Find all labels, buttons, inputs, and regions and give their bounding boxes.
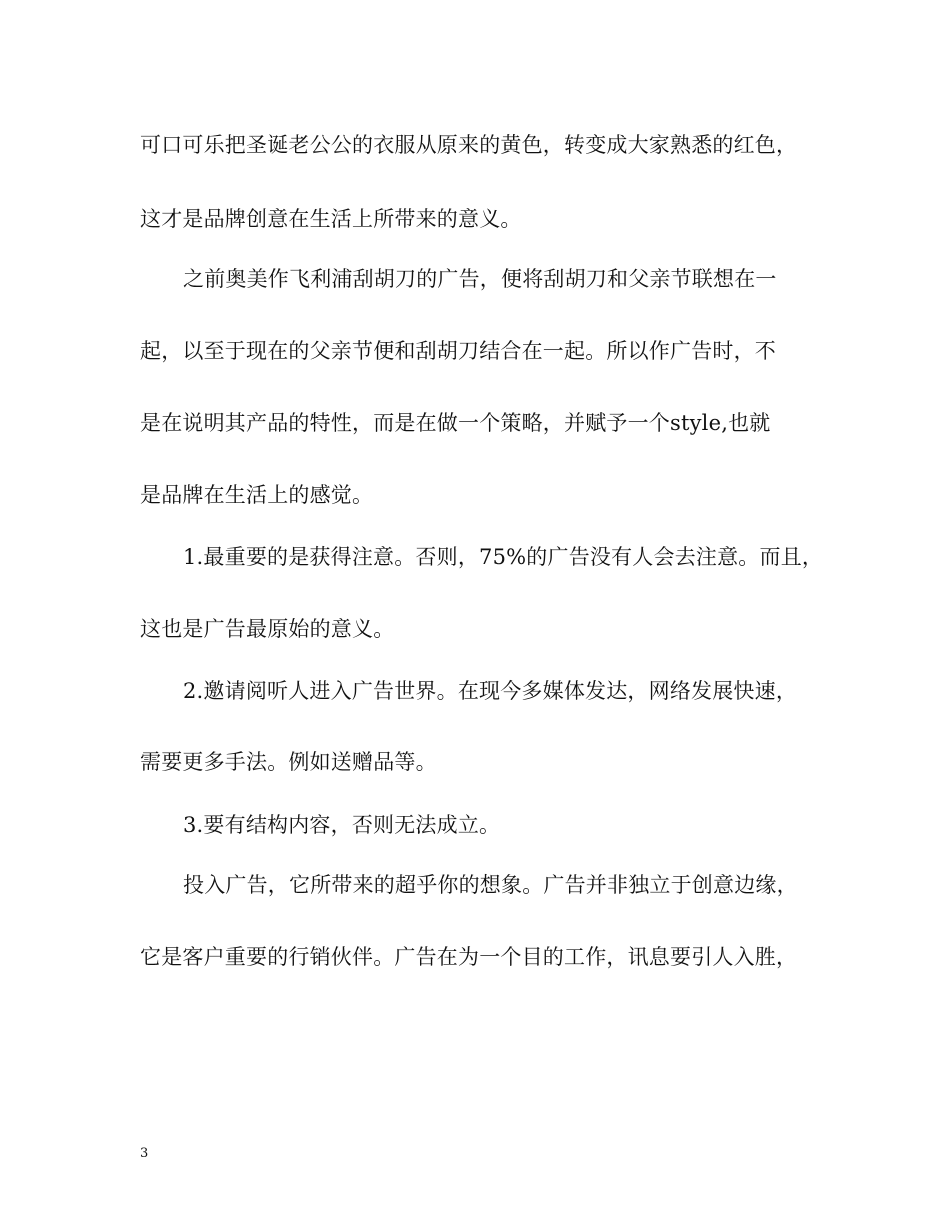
text-line-11: 3.要有结构内容，否则无法成立。: [183, 813, 501, 837]
text-line-9: 2.邀请阅听人进入广告世界。在现今多媒体发达，网络发展快速，: [183, 679, 798, 703]
text-line-2: 这才是品牌创意在生活上所带来的意义。: [140, 207, 522, 231]
text-line-7: 1.最重要的是获得注意。否则，75%的广告没有人会去注意。而且，: [183, 545, 824, 569]
text-line-8: 这也是广告最原始的意义。: [140, 617, 395, 641]
text-line-6: 是品牌在生活上的感觉。: [140, 483, 374, 507]
text-line-12: 投入广告，它所带来的超乎你的想象。广告并非独立于创意边缘，: [183, 873, 798, 897]
text-line-3: 之前奥美作飞利浦刮胡刀的广告，便将刮胡刀和父亲节联想在一: [183, 267, 777, 291]
page-number: 3: [140, 1146, 149, 1161]
text-line-4: 起，以至于现在的父亲节便和刮胡刀结合在一起。所以作广告时，不: [140, 339, 776, 363]
text-line-13: 它是客户重要的行销伙伴。广告在为一个目的工作，讯息要引人入胜，: [140, 945, 798, 969]
text-line-1: 可口可乐把圣诞老公公的衣服从原来的黄色，转变成大家熟悉的红色，: [140, 133, 798, 157]
text-line-5: 是在说明其产品的特性，而是在做一个策略，并赋予一个style,也就: [140, 411, 771, 435]
text-line-10: 需要更多手法。例如送赠品等。: [140, 750, 437, 774]
